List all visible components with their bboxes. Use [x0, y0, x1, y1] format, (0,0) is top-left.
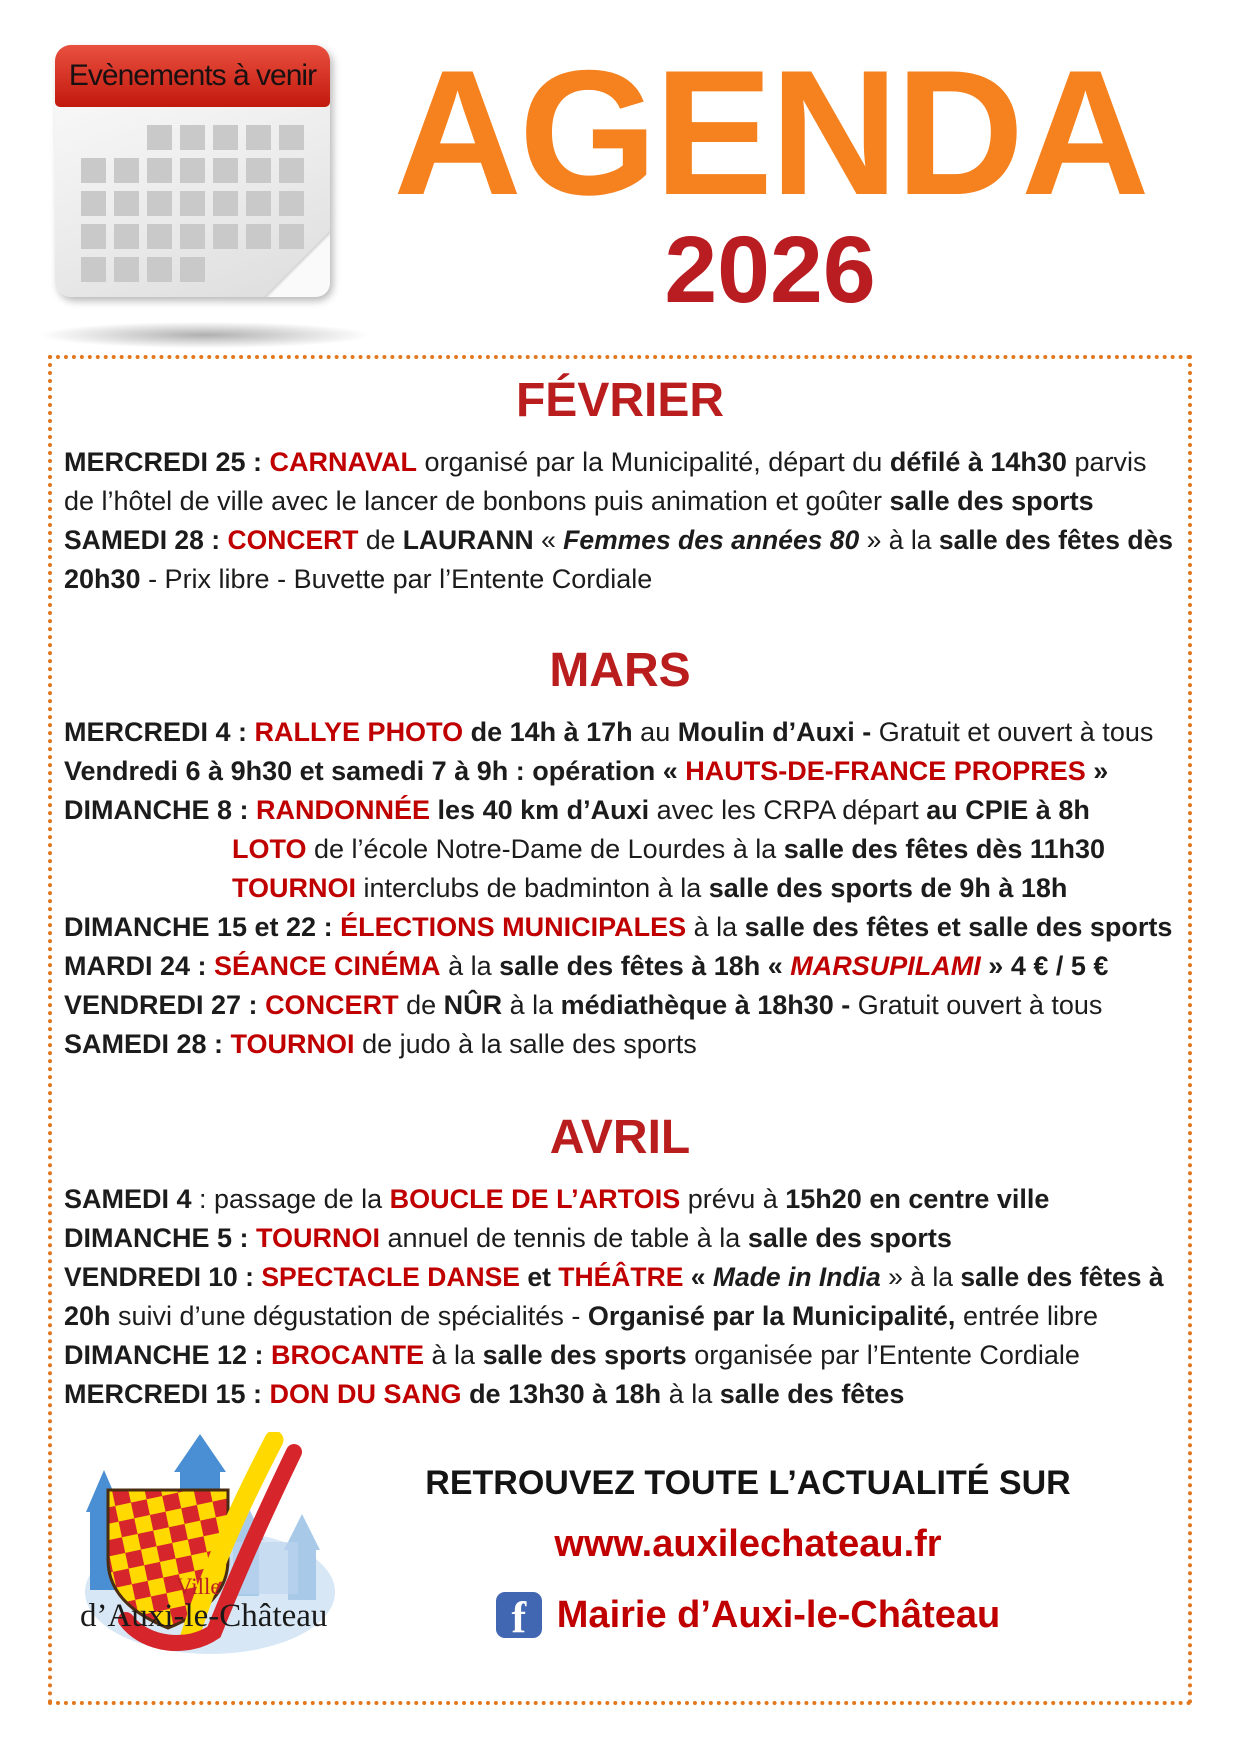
text-segment: »: [1085, 756, 1109, 786]
calendar-day-square: [246, 158, 271, 183]
text-segment: les 40 km d’Auxi: [430, 795, 650, 825]
text-segment: 15h20 en centre ville: [785, 1184, 1050, 1214]
poster-footer: [64, 1432, 1176, 1670]
text-segment: de 13h30 à 18h: [461, 1379, 662, 1409]
text-segment: CARNAVAL: [269, 447, 418, 477]
text-segment: CONCERT: [227, 525, 359, 555]
event-line: [64, 908, 1176, 947]
facebook-icon[interactable]: f: [496, 1592, 542, 1638]
text-segment: salle des sports: [889, 486, 1094, 516]
text-segment: de: [398, 990, 444, 1020]
event-line: [64, 1025, 1176, 1064]
text-segment: Moulin d’Auxi -: [677, 717, 872, 747]
title-block: [335, 33, 1205, 324]
text-segment: TOURNOI: [230, 1029, 355, 1059]
text-segment: de judo à la salle des sports: [354, 1029, 697, 1059]
event-line: [64, 986, 1176, 1025]
text-segment: DIMANCHE 15 et 22 :: [64, 912, 341, 942]
text-segment: médiathèque à 18h30 -: [560, 990, 851, 1020]
text-segment: de l’école Notre-Dame de Lourdes à la: [306, 834, 784, 864]
calendar-day-square: [246, 224, 271, 249]
text-segment: salle des fêtes dès 11h30: [783, 834, 1105, 864]
calendar-day-square: [147, 191, 172, 216]
month-title-mars: MARS: [549, 644, 691, 697]
text-segment: salle des sports: [747, 1223, 952, 1253]
text-segment: salle des sports: [482, 1340, 687, 1370]
text-segment: BROCANTE: [271, 1340, 425, 1370]
text-segment: 20h30: [64, 564, 141, 594]
text-segment: parvis: [1066, 447, 1147, 477]
logo-ville-text: Ville: [176, 1574, 221, 1599]
text-segment: «: [760, 951, 791, 981]
text-segment: Vendredi 6 à 9h30 et samedi 7 à 9h : opération «: [64, 756, 686, 786]
text-segment: DIMANCHE 5 :: [64, 1223, 257, 1253]
text-segment: au CPIE à 8h: [926, 795, 1090, 825]
text-segment: HAUTS-DE-FRANCE PROPRES: [685, 756, 1086, 786]
text-segment: BOUCLE DE L’ARTOIS: [389, 1184, 681, 1214]
text-segment: LOTO: [232, 834, 307, 864]
text-segment: TOURNOI: [256, 1223, 381, 1253]
calendar-day-square: [279, 224, 304, 249]
event-line: [64, 713, 1176, 752]
text-segment: MERCREDI 4 :: [64, 717, 255, 747]
calendar-day-square: [279, 191, 304, 216]
text-segment: CONCERT: [265, 990, 399, 1020]
calendar-day-square: [279, 125, 304, 150]
text-segment: NÛR: [443, 990, 503, 1020]
text-segment: salle des fêtes et salle des sports: [744, 912, 1173, 942]
text-segment: ÉLECTIONS MUNICIPALES: [340, 912, 687, 942]
text-segment: salle des fêtes dès: [938, 525, 1174, 555]
text-segment: VENDREDI 10 :: [64, 1262, 262, 1292]
event-line: [64, 521, 1176, 560]
calendar-day-square: [81, 191, 106, 216]
website-link[interactable]: www.auxilechateau.fr: [554, 1523, 942, 1565]
text-segment: à la: [424, 1340, 483, 1370]
calendar-icon-banner: [55, 45, 330, 107]
poster-year: 2026: [664, 217, 876, 324]
text-segment: RALLYE PHOTO: [254, 717, 464, 747]
poster-header: [0, 0, 1240, 355]
text-segment: SAMEDI 28 :: [64, 1029, 231, 1059]
event-line: [64, 1297, 1176, 1336]
text-segment: Gratuit et ouvert à tous: [871, 717, 1154, 747]
calendar-day-square: [213, 158, 238, 183]
text-segment: salle des fêtes: [719, 1379, 905, 1409]
calendar-day-square: [279, 158, 304, 183]
text-segment: salle des sports de 9h à 18h: [708, 873, 1068, 903]
text-segment: suivi d’une dégustation de spécialités -: [110, 1301, 588, 1331]
calendar-day-square: [246, 125, 271, 150]
text-segment: organisé par la Municipalité, départ du: [417, 447, 890, 477]
text-segment: MARSUPILAMI: [790, 951, 981, 981]
calendar-day-square: [180, 125, 205, 150]
text-segment: MERCREDI 25 :: [64, 447, 270, 477]
town-logo-graphic: [78, 1432, 350, 1670]
text-segment: salle des fêtes à: [960, 1262, 1164, 1292]
text-segment: RANDONNÉE: [256, 795, 431, 825]
text-segment: «: [533, 525, 564, 555]
calendar-day-square: [147, 158, 172, 183]
text-segment: »: [980, 951, 1011, 981]
calendar-day-square: [147, 125, 172, 150]
event-line: [64, 482, 1176, 521]
text-segment: » à la: [859, 525, 939, 555]
text-segment: à la: [686, 912, 745, 942]
calendar-day-square: [81, 224, 106, 249]
events-box: [48, 355, 1192, 1705]
text-segment: de: [358, 525, 403, 555]
text-segment: THÉÂTRE: [558, 1262, 684, 1292]
month-sections: [64, 373, 1176, 1414]
text-segment: LAURANN: [402, 525, 534, 555]
calendar-day-square: [213, 191, 238, 216]
facebook-page-name: Mairie d’Auxi-le-Château: [556, 1593, 1001, 1636]
text-segment: SÉANCE CINÉMA: [214, 951, 441, 981]
text-segment: à la: [502, 990, 561, 1020]
text-segment: : passage de la: [191, 1184, 390, 1214]
text-segment: «: [683, 1262, 713, 1292]
text-segment: 4 € / 5 €: [1010, 951, 1109, 981]
text-segment: SPECTACLE DANSE: [261, 1262, 520, 1292]
text-segment: Organisé par la Municipalité,: [587, 1301, 956, 1331]
calendar-icon-label: Evènements à venir: [68, 59, 317, 92]
text-segment: SAMEDI 28 :: [64, 525, 228, 555]
event-line: [64, 1219, 1176, 1258]
text-segment: salle des fêtes à 18h: [499, 951, 761, 981]
text-segment: annuel de tennis de table à la: [380, 1223, 748, 1253]
text-segment: à la: [440, 951, 500, 981]
text-segment: interclubs de badminton à la: [356, 873, 709, 903]
text-segment: entrée libre: [955, 1301, 1099, 1331]
month-section-avril: [64, 1110, 1176, 1414]
month-section-fevrier: [64, 373, 1176, 599]
calendar-day-square: [180, 257, 205, 282]
calendar-shadow: [42, 322, 368, 348]
text-segment: MARDI 24 :: [64, 951, 215, 981]
text-segment: 20h: [64, 1301, 111, 1331]
event-line: [64, 752, 1176, 791]
text-segment: de l’hôtel de ville avec le lancer de bonbons puis animation et goûter: [64, 486, 890, 516]
text-segment: prévu à: [680, 1184, 786, 1214]
text-segment: » à la: [880, 1262, 961, 1292]
poster-title: AGENDA: [393, 33, 1147, 232]
month-title-fevrier: FÉVRIER: [515, 374, 725, 427]
calendar-day-square: [81, 158, 106, 183]
text-segment: à la: [661, 1379, 720, 1409]
footer-tagline: RETROUVEZ TOUTE L’ACTUALITÉ SUR: [425, 1464, 1071, 1502]
calendar-grid: [81, 125, 304, 282]
event-line: [64, 869, 1176, 908]
event-line: [64, 1180, 1176, 1219]
event-line: [64, 1375, 1176, 1414]
text-segment: TOURNOI: [232, 873, 357, 903]
event-line: [64, 1258, 1176, 1297]
event-line: [64, 443, 1176, 482]
text-segment: DIMANCHE 8 :: [64, 795, 257, 825]
month-title-avril: AVRIL: [549, 1111, 691, 1164]
calendar-day-square: [114, 224, 139, 249]
calendar-day-square: [114, 191, 139, 216]
text-segment: DON DU SANG: [269, 1379, 462, 1409]
calendar-day-square: [147, 224, 172, 249]
event-line: [64, 791, 1176, 830]
text-segment: défilé à 14h30: [889, 447, 1067, 477]
calendar-day-square: [180, 191, 205, 216]
text-segment: DIMANCHE 12 :: [64, 1340, 272, 1370]
month-section-mars: [64, 643, 1176, 1064]
text-segment: et: [519, 1262, 559, 1292]
text-segment: au: [632, 717, 678, 747]
calendar-day-square: [114, 257, 139, 282]
text-segment: VENDREDI 27 :: [64, 990, 266, 1020]
text-segment: organisée par l’Entente Cordiale: [686, 1340, 1080, 1370]
calendar-icon: [55, 45, 330, 297]
text-segment: Femmes des années 80: [563, 525, 860, 555]
event-line: [64, 560, 1176, 599]
facebook-row[interactable]: [350, 1592, 1146, 1638]
text-segment: de 14h à 17h: [463, 717, 633, 747]
event-line: [64, 830, 1176, 869]
calendar-day-square: [180, 158, 205, 183]
calendar-day-square: [213, 125, 238, 150]
calendar-day-square: [246, 191, 271, 216]
text-segment: avec les CRPA départ: [649, 795, 927, 825]
event-line: [64, 1336, 1176, 1375]
calendar-day-square: [81, 257, 106, 282]
footer-text: [350, 1464, 1176, 1638]
calendar-day-square: [114, 158, 139, 183]
logo-town-name: d’Auxi-le-Château: [80, 1598, 328, 1634]
town-logo: [78, 1432, 350, 1670]
calendar-day-square: [213, 224, 238, 249]
text-segment: Made in India: [712, 1262, 881, 1292]
text-segment: MERCREDI 15 :: [64, 1379, 270, 1409]
text-segment: Gratuit ouvert à tous: [850, 990, 1103, 1020]
calendar-day-square: [147, 257, 172, 282]
text-segment: - Prix libre - Buvette par l’Entente Cordiale: [140, 564, 653, 594]
text-segment: SAMEDI 4: [64, 1184, 192, 1214]
event-line: [64, 947, 1176, 986]
calendar-day-square: [180, 224, 205, 249]
